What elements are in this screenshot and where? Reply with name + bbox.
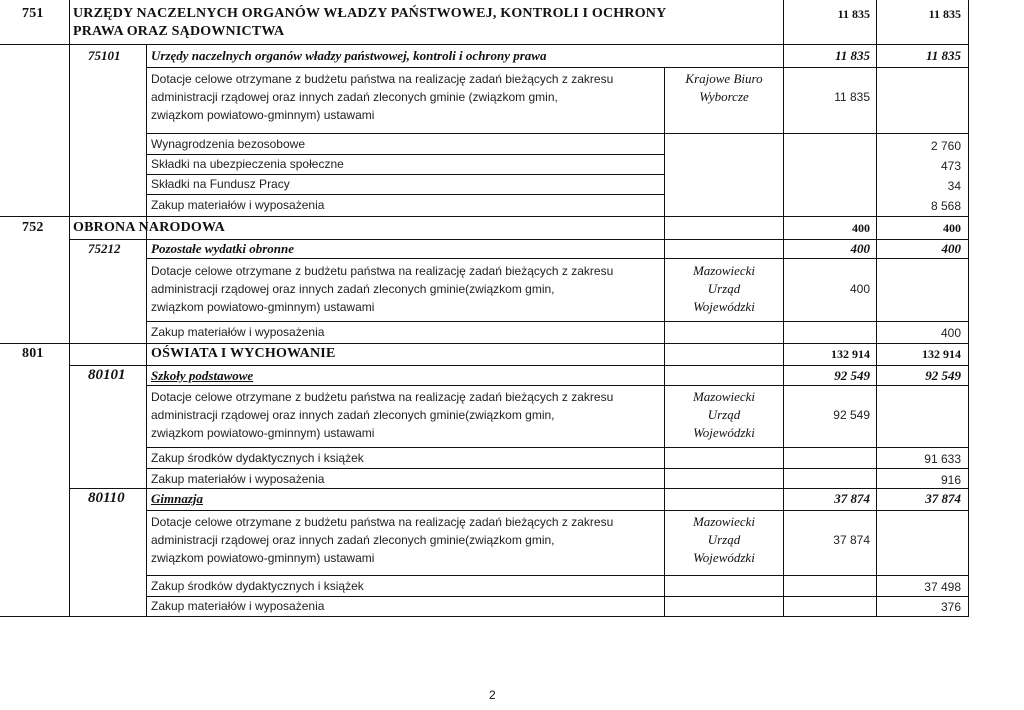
chapter-total: 92 549 — [925, 368, 961, 383]
subsidy-institution: Mazowiecki Urząd Wojewódzki — [692, 389, 756, 440]
chapter-code: 75101 — [88, 48, 121, 63]
chapter-plan: 92 549 — [834, 368, 870, 383]
row-line — [146, 133, 969, 134]
expense-name: Zakup materiałów i wyposażenia — [151, 599, 325, 613]
row-line — [146, 194, 664, 195]
expense-name: Zakup środków dydaktycznych i książek — [151, 579, 364, 593]
chapter-name: Pozostałe wydatki obronne — [151, 241, 295, 256]
subsidy-institution: Mazowiecki Urząd Wojewódzki — [692, 514, 756, 565]
row-line — [146, 510, 969, 511]
chapter-name: Gimnazja — [151, 491, 204, 506]
row-line — [0, 44, 969, 45]
expense-amount: 91 633 — [924, 452, 961, 466]
row-line — [0, 616, 969, 617]
chapter-total: 11 835 — [925, 48, 961, 63]
expense-amount: 916 — [940, 473, 961, 487]
section-total: 132 914 — [922, 347, 961, 361]
chapter-plan: 11 835 — [834, 48, 870, 63]
chapter-total: 400 — [941, 241, 961, 256]
row-line — [69, 365, 969, 366]
expense-name: Składki na Fundusz Pracy — [151, 177, 290, 191]
expense-name: Zakup materiałów i wyposażenia — [151, 472, 325, 486]
row-line — [146, 447, 969, 448]
section-title: OBRONA NARODOWA — [73, 220, 225, 235]
expense-name: Zakup środków dydaktycznych i książek — [151, 451, 364, 465]
chapter-name: Szkoły podstawowe — [151, 368, 254, 383]
expense-amount: 473 — [940, 159, 961, 173]
page-number: 2 — [489, 688, 496, 702]
row-line — [146, 575, 969, 576]
chapter-code: 80101 — [88, 367, 126, 383]
subsidy-description: Dotacje celowe otrzymane z budżetu państwa na realizację zadań bieżących z zakresu administracji rządowej oraz innych zadań zleconych gminie(związkom gmin, związkom powiatowo-gminnym) ustawami — [151, 515, 614, 565]
row-line — [0, 343, 969, 344]
subsidy-description: Dotacje celowe otrzymane z budżetu państwa na realizację zadań bieżących z zakresu administracji rządowej oraz innych zadań zleconych gminie (związkom gmin, związkom powiatowo-gminnym) ustawami — [151, 72, 614, 122]
row-line — [69, 488, 969, 489]
col-divider-rozdzial — [146, 44, 147, 617]
subsidy-description: Dotacje celowe otrzymane z budżetu państwa na realizację zadań bieżących z zakresu administracji rządowej oraz innych zadań zleconych gminie(związkom gmin, związkom powiatowo-gminnym) ustawami — [151, 390, 614, 440]
section-code: 752 — [22, 220, 44, 235]
expense-amount: 34 — [947, 179, 961, 193]
row-line — [146, 321, 969, 322]
section-total: 400 — [943, 221, 961, 235]
section-plan: 132 914 — [831, 347, 870, 361]
subsidy-amount: 92 549 — [833, 408, 870, 422]
col-divider-total — [968, 0, 969, 617]
subsidy-amount: 11 835 — [834, 90, 870, 104]
subsidy-institution: Mazowiecki Urząd Wojewódzki — [692, 263, 756, 314]
expense-amount: 8 568 — [930, 199, 961, 213]
row-line — [146, 258, 969, 259]
chapter-total: 37 874 — [925, 491, 961, 506]
section-code: 751 — [22, 6, 44, 21]
col-divider-dzial — [69, 0, 70, 617]
subsidy-institution: Krajowe Biuro Wyborcze — [685, 71, 763, 104]
row-line — [0, 216, 969, 217]
section-plan: 400 — [852, 221, 870, 235]
chapter-plan: 400 — [850, 241, 870, 256]
chapter-code: 80110 — [88, 490, 125, 506]
expense-amount: 400 — [940, 326, 961, 340]
subsidy-amount: 37 874 — [833, 533, 870, 547]
row-line — [146, 67, 969, 68]
expense-name: Wynagrodzenia bezosobowe — [151, 137, 305, 151]
expense-name: Składki na ubezpieczenia społeczne — [151, 157, 344, 171]
subsidy-description: Dotacje celowe otrzymane z budżetu państwa na realizację zadań bieżących z zakresu administracji rządowej oraz innych zadań zleconych gminie(związkom gmin, związkom powiatowo-gminnym) ustawami — [151, 264, 614, 314]
row-line — [146, 468, 969, 469]
col-divider-plan — [876, 0, 877, 617]
expense-amount: 376 — [940, 600, 961, 614]
section-plan: 11 835 — [837, 7, 870, 21]
section-code: 801 — [22, 346, 44, 361]
chapter-code: 75212 — [88, 241, 121, 256]
expense-name: Zakup materiałów i wyposażenia — [151, 325, 325, 339]
chapter-name: Urzędy naczelnych organów władzy państwowej, kontroli i ochrony prawa — [151, 48, 547, 63]
expense-amount: 2 760 — [930, 139, 961, 153]
chapter-plan: 37 874 — [834, 491, 870, 506]
row-line — [69, 239, 969, 240]
section-title: PRAWA ORAZ SĄDOWNICTWA — [73, 24, 285, 39]
expense-name: Zakup materiałów i wyposażenia — [151, 198, 325, 212]
section-title: OŚWIATA I WYCHOWANIE — [151, 346, 336, 361]
row-line — [146, 385, 969, 386]
expense-amount: 37 498 — [924, 580, 961, 594]
section-title: URZĘDY NACZELNYCH ORGANÓW WŁADZY PAŃSTWOWEJ, KONTROLI I OCHRONY — [73, 6, 667, 21]
section-total: 11 835 — [928, 7, 961, 21]
subsidy-amount: 400 — [849, 282, 870, 296]
